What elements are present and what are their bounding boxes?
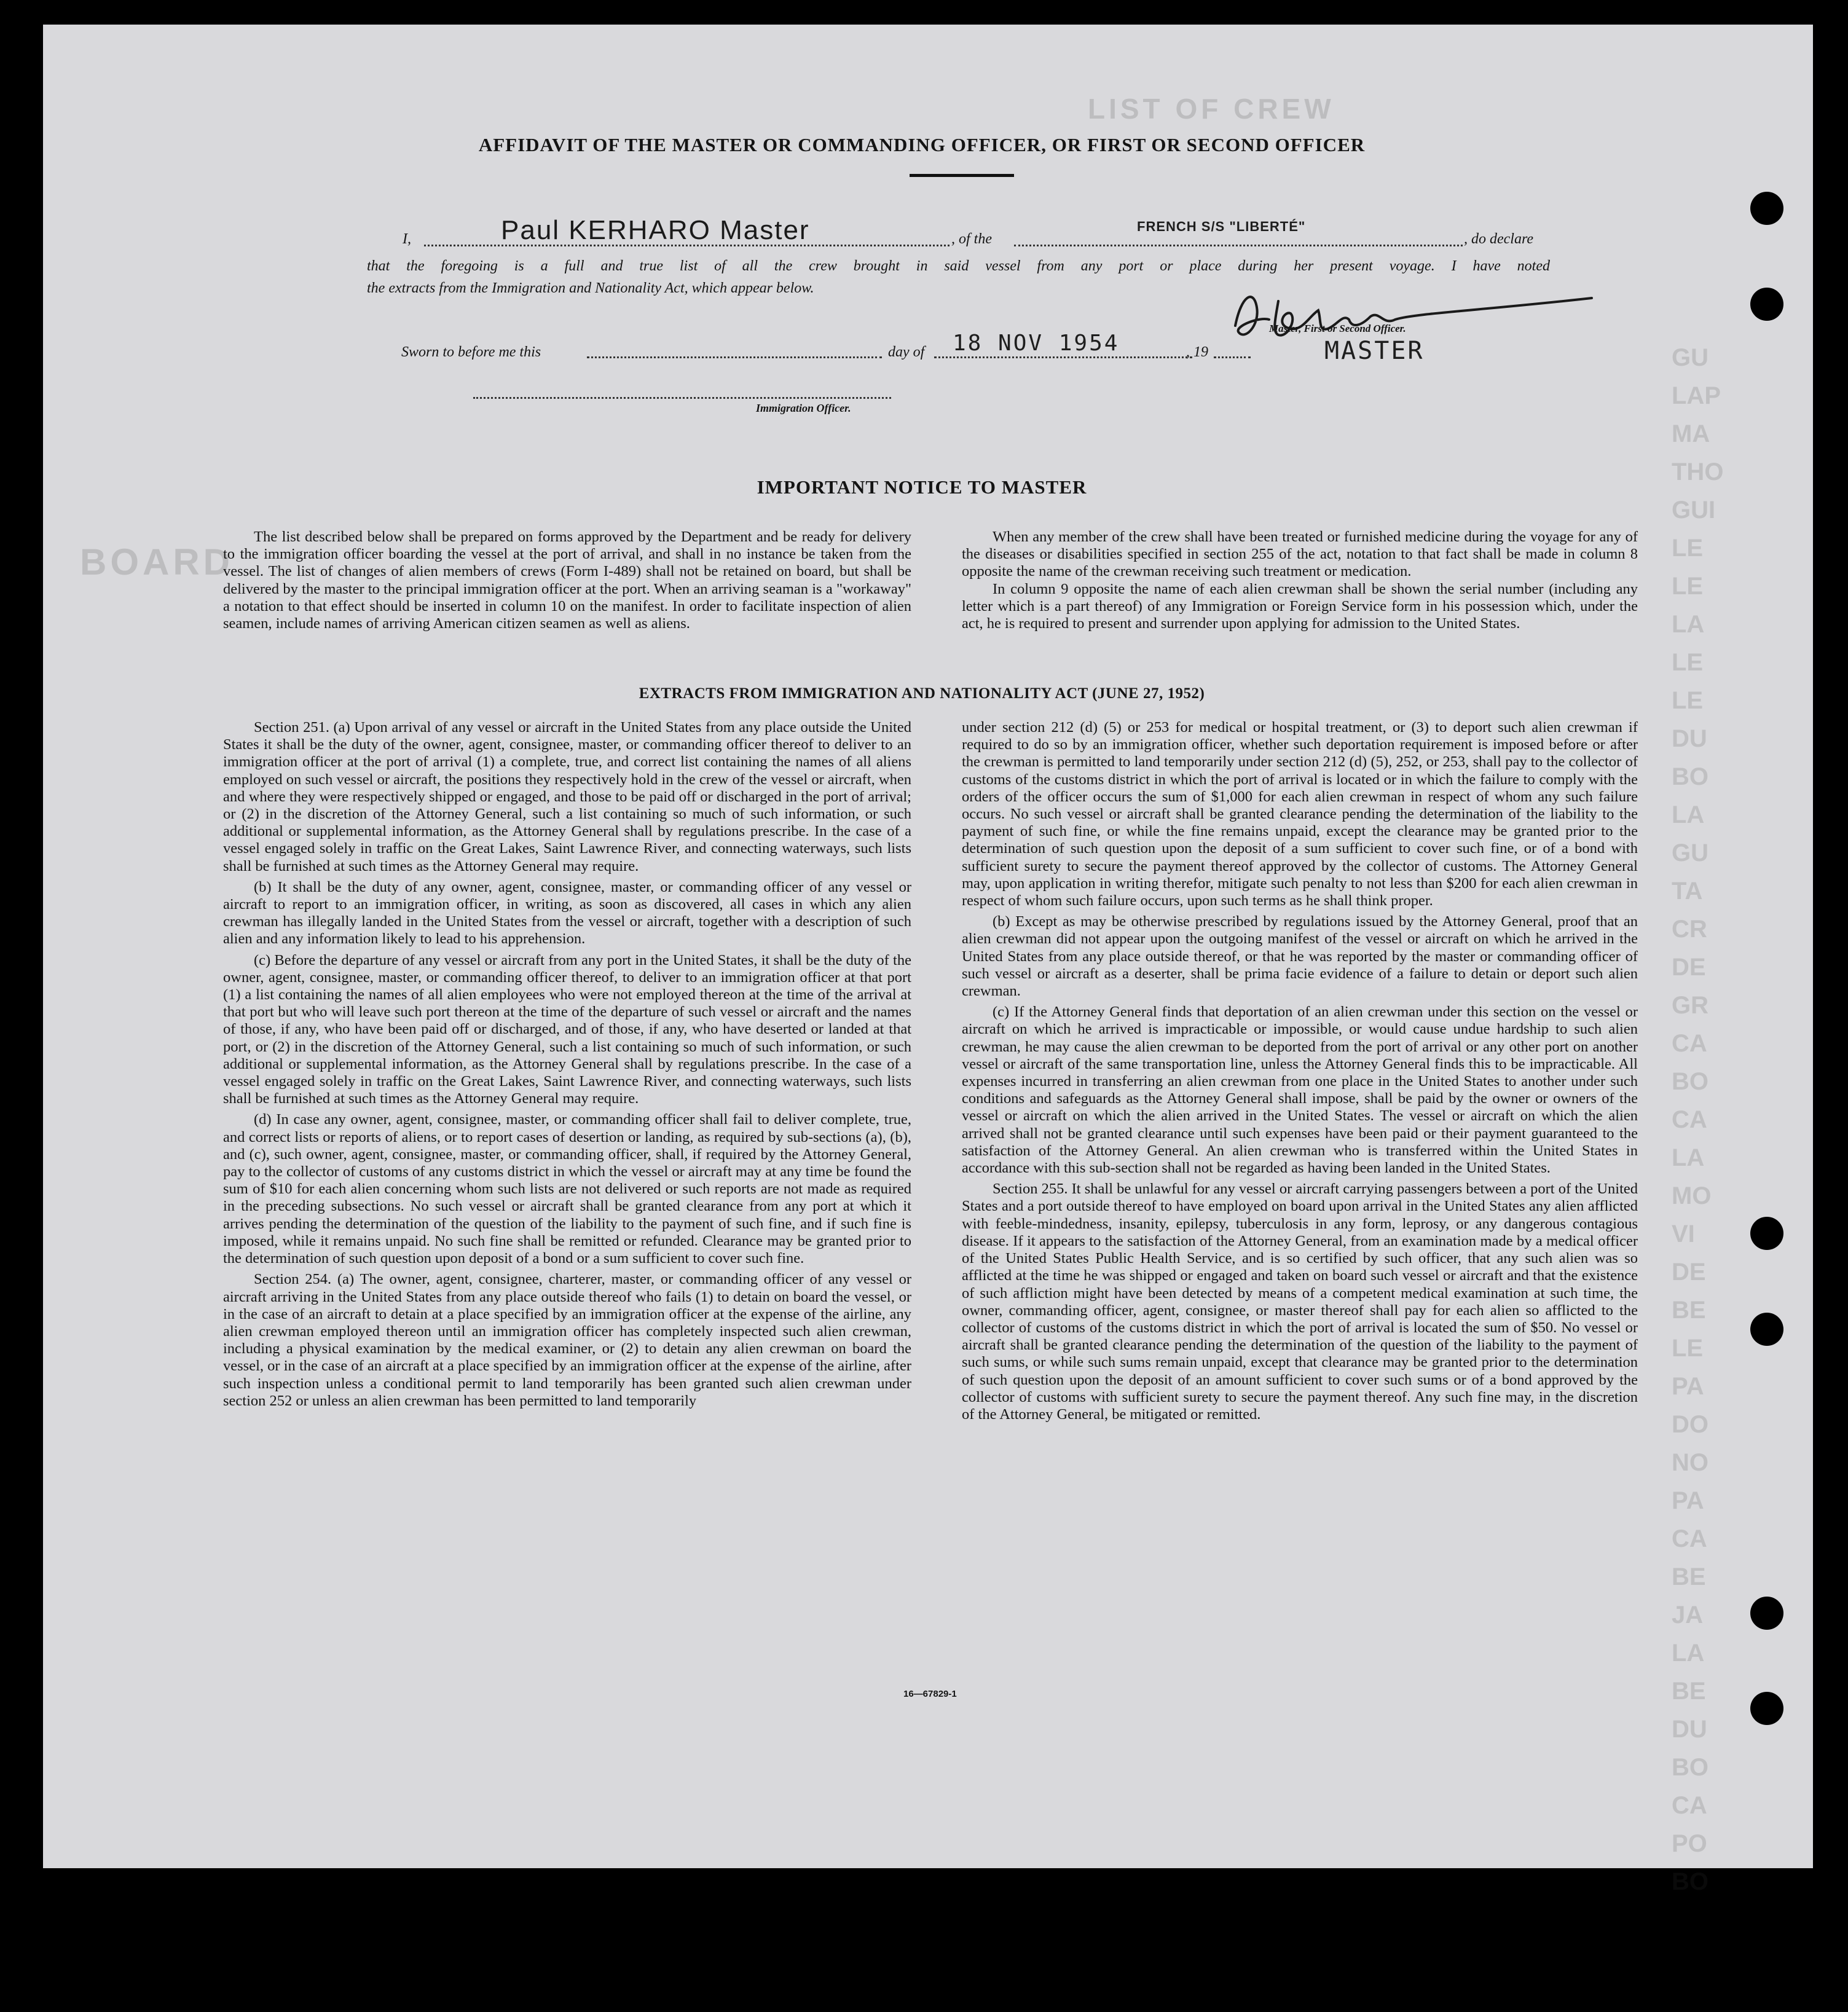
master-name: Paul KERHARO Master — [501, 215, 810, 245]
notice-right-paragraph-1: When any member of the crew shall have been treated or furnished medicine during the voyage for any of the diseases or disabilities specified in section 255 of the act, notation to that fact shall be made in column 8 opposite the name of the crewman receiving such treatment or medication. — [962, 529, 1638, 580]
affidavit-title: AFFIDAVIT OF THE MASTER OR COMMANDING OFFICER, OR FIRST OR SECOND OFFICER — [478, 134, 1366, 155]
punch-hole — [1750, 1597, 1783, 1630]
statement-line-1: that the foregoing is a full and true list of all the crew brought in said vessel from any port or place during her present voyage. I have noted — [367, 258, 1550, 274]
punch-hole — [1750, 1217, 1783, 1250]
signature-caption: Master, First or Second Officer. — [1269, 323, 1406, 334]
document-page — [43, 25, 1813, 1895]
section-254c: (c) If the Attorney General finds that deportation of an alien crewman under this section on the vessel or aircraft on which he arrived is impracticable or impossible, or would cause undue hardship to such alien crewman, he may cause the alien crewman to be deported from the port of arrival or any other port on another vessel or aircraft of the same transportation line, unless the Attorney General finds this to be impracticable. All expenses incurred in transferring an alien crewman from one place in the United States to another under such conditions and safeguards as the Attorney General shall impose, shall be paid by the owner or owners of the vessel or aircraft on which the alien arrived in the United States. The vessel or aircraft on which the alien arrived shall not be granted clearance until such expenses have been paid or their payment guaranteed to the satisfaction of the Attorney General. An alien crewman who is transferred within the United States in accordance with this sub-section shall not be regarded as having been landed in the United States. — [962, 1004, 1638, 1177]
notice-right-text — [962, 529, 1638, 636]
officer-underline — [473, 397, 891, 399]
section-251c: (c) Before the departure of any vessel or aircraft from any port in the United States, it shall be the duty of the owner, agent, consignee, master, or commanding officer thereof, to deliver to an immigration officer at that port (1) a list containing the names of all alien employees who were not employed thereon at the time of the arrival at that port but who will leave such port thereon at the time of the departure of such vessel or aircraft and the names of those, if any, who have been paid off or discharged, and of those, if any, who have deserted or landed at that port, or (2) in the discretion of the Attorney General, such a list containing so much of such information, or such additional or supplemental information, as the Attorney General shall by regulations prescribe. In the case of a vessel engaged solely in traffic on the Great Lakes, Saint Lawrence River, and connecting waterways, such lists shall be furnished at such times as the Attorney General may require. — [223, 951, 911, 1107]
section-255: Section 255. It shall be unlawful for any vessel or aircraft carrying passengers between a port of the United States and a port outside thereof to have employed on board upon arrival in the United States any alien afflicted with feeble-mindedness, insanity, epilepsy, tuberculosis in any form, leprosy, or any dangerous contagious disease. If it appears to the satisfaction of the Attorney General, from an examination made by a medical officer of the United States Public Health Service, and is so certified by such officer, that any such alien was so afflicted at the time he was shipped or engaged and taken on board such vessel or aircraft and that the existence of such affliction might have been detected by means of a competent medical examination at such time, the owner, commanding officer, agent, consignee, or master thereof shall pay for each alien so afflicted to the collector of customs of the customs district in which the port of arrival is located the sum of $50. No vessel or aircraft shall be granted clearance pending the determination of the question of the liability to the payment of such sums, or while such sums remain unpaid, except that clearance may be granted prior to the determination of such question upon the deposit of an amount sufficient to cover such sums or of a bond approved by the collector of customs with sufficient surety to secure the payment thereof. Any such fine may, in the discretion of the Attorney General, be mitigated or remitted. — [962, 1181, 1638, 1423]
form-code: 16—67829-1 — [903, 1689, 957, 1699]
extracts-right-column — [962, 719, 1638, 1427]
immigration-officer-label: Immigration Officer. — [756, 402, 851, 414]
do-declare-label: , do declare — [1464, 231, 1534, 247]
i-label: I, — [403, 231, 411, 247]
notice-left-paragraph: The list described below shall be prepared on forms approved by the Department and be ready for delivery to the immigration officer boarding the vessel at the port of arrival, and shall in no instance be taken from the vessel. The list of changes of alien members of crews (Form I-489) shall not be retained on board, but shall be delivered by the master to the principal immigration officer at the port. When an arriving seaman is a "workaway" a notation to that effect should be inserted in column 10 on the manifest. In order to facilitate inspection of alien seamen, include names of arriving American citizen seamen as well as aliens. — [223, 529, 911, 632]
day-of-label: day of — [888, 344, 925, 360]
statement-line-2: the extracts from the Immigration and Nationality Act, which appear below. — [367, 280, 814, 296]
reverse-bleed-names: GU LAP MA THO GUI LE LE LA LE LE DU BO LA GU TA CR DE GR CA BO CA LA MO VI DE BE LE PA DO NO PA CA BE JA LA BE DU BO CA PO BO — [1672, 344, 1724, 1895]
reverse-bleed-header: LIST OF CREW — [1088, 93, 1335, 125]
year-underline — [1214, 356, 1251, 358]
punch-hole — [1750, 1313, 1783, 1346]
notice-left-text — [223, 529, 911, 636]
master-stamp: MASTER — [1324, 337, 1425, 365]
sworn-underline — [587, 356, 882, 358]
sworn-label: Sworn to before me this — [401, 344, 541, 360]
extracts-title: EXTRACTS FROM IMMIGRATION AND NATIONALITY ACT (JUNE 27, 1952) — [639, 685, 1205, 702]
date-underline — [934, 356, 1192, 358]
date-stamp: 18 NOV 1954 — [953, 331, 1120, 356]
section-254b: (b) Except as may be otherwise prescribed by regulations issued by the Attorney General, proof that an alien crewman did not appear upon the outgoing manifest of the vessel or aircraft on which he arrived in the United States from any place outside thereof, or that he was reported by the master or commanding officer of such vessel or aircraft as a deserter, shall be prima facie evidence of a failure to detain or deport such alien crewman. — [962, 913, 1638, 1000]
vessel-name: FRENCH S/S "LIBERTÉ" — [1137, 219, 1306, 234]
section-251d: (d) In case any owner, agent, consignee, master, or commanding officer shall fail to deliver complete, true, and correct lists or reports of aliens, or to report cases of desertion or landing, as required by sub-sections (a), (b), and (c), such owner, agent, consignee, master, or commanding officer, shall, if required by the Attorney General, pay to the collector of customs of any customs district in which the vessel or aircraft may at any time be found the sum of $10 for each alien concerning whom such lists are not delivered or such reports are not made as required in the preceding subsections. No such vessel or aircraft shall be granted clearance from any port at which it arrives pending the determination of the question of the liability to the payment of such fine, and if such fine is imposed, while it remains unpaid. No such fine shall be remitted or refunded. Clearance may be granted prior to the determination of such question upon deposit of a bond or a sum sufficient to cover such fine. — [223, 1111, 911, 1267]
section-254a-continued: under section 212 (d) (5) or 253 for medical or hospital treatment, or (3) to deport such alien crewman if required to do so by an immigration officer, whether such deportation requirement is imposed before or after the crewman is permitted to land temporarily under section 212 (d) (5), 252, or 253, shall pay to the collector of customs of the customs district in which the port of arrival is located or in which the failure to comply with the orders of the officer occurs the sum of $1,000 for each alien crewman in respect of whom any such failure occurs. No such vessel or aircraft shall be granted clearance pending the determination of the liability to the payment of such fine, or while the fine remains unpaid, except the clearance may be granted prior to the determination of such question upon the deposit of a sum sufficient to cover such fine, or of a bond with sufficient surety to secure the payment thereof approved by the collector of customs. The Attorney General may, upon application in writing therefor, mitigate such penalty to not less than $200 for each alien crewman in respect of whom such failure occurs, upon such terms as he shall think proper. — [962, 719, 1638, 910]
punch-hole — [1750, 1692, 1783, 1725]
vessel-underline — [1014, 245, 1463, 246]
section-251b: (b) It shall be the duty of any owner, agent, consignee, master, or commanding officer of any vessel or aircraft to report to an immigration officer, in writing, as soon as discovered, all cases in which any alien crewman has illegally landed in the United States from the vessel or aircraft, together with a description of such alien and any information likely to lead to his apprehension. — [223, 878, 911, 948]
title-rule — [910, 174, 1014, 177]
of-the-label: , of the — [951, 231, 992, 247]
section-254a: Section 254. (a) The owner, agent, consignee, charterer, master, or commanding officer of any vessel or aircraft arriving in the United States from any place outside thereof who fails (1) to detain on board the vessel, or in the case of an aircraft to detain at a place specified by an immigration officer at the expense of the airline, any alien crewman employed thereon until an immigration officer has completely inspected such alien crewman, including a physical examination by the medical examiner, or (2) to detain any alien crewman on board the vessel, or in the case of an aircraft at a place specified by an immigration officer at the expense of the airline, after such inspection unless a conditional permit to land temporarily has been granted such alien crewman under section 252 or unless an alien crewman has been permitted to land temporarily — [223, 1271, 911, 1409]
year-label: , 19 — [1186, 344, 1208, 360]
section-251a: Section 251. (a) Upon arrival of any vessel or aircraft in the United States from any place outside the United States it shall be the duty of the owner, agent, consignee, master, or commanding officer thereof to deliver to an immigration officer at the port of arrival (1) a complete, true, and correct list containing the names of all aliens employed on such vessel or aircraft, the positions they respectively hold in the crew of the vessel or aircraft, when and where they were respectively shipped or engaged, and those to be paid off or discharged in the port of arrival; or (2) in the discretion of the Attorney General, such a list containing so much of such information, or such additional or supplemental information, as the Attorney General shall by regulations prescribe. In the case of a vessel engaged solely in traffic on the Great Lakes, Saint Lawrence River, and connecting waterways, such lists shall be furnished at such times as the Attorney General may require. — [223, 719, 911, 874]
extracts-left-column — [223, 719, 911, 1413]
notice-right-paragraph-2: In column 9 opposite the name of each alien crewman shall be shown the serial number (including any letter which is a part thereof) of any Immigration or Foreign Service form in his possession which, under the act, he is required to present and surrender upon applying for admission to the United States. — [962, 580, 1638, 632]
notice-title: IMPORTANT NOTICE TO MASTER — [757, 476, 1087, 498]
reverse-bleed-side: BOARD — [80, 541, 234, 583]
punch-hole — [1750, 192, 1783, 225]
punch-hole — [1750, 288, 1783, 321]
